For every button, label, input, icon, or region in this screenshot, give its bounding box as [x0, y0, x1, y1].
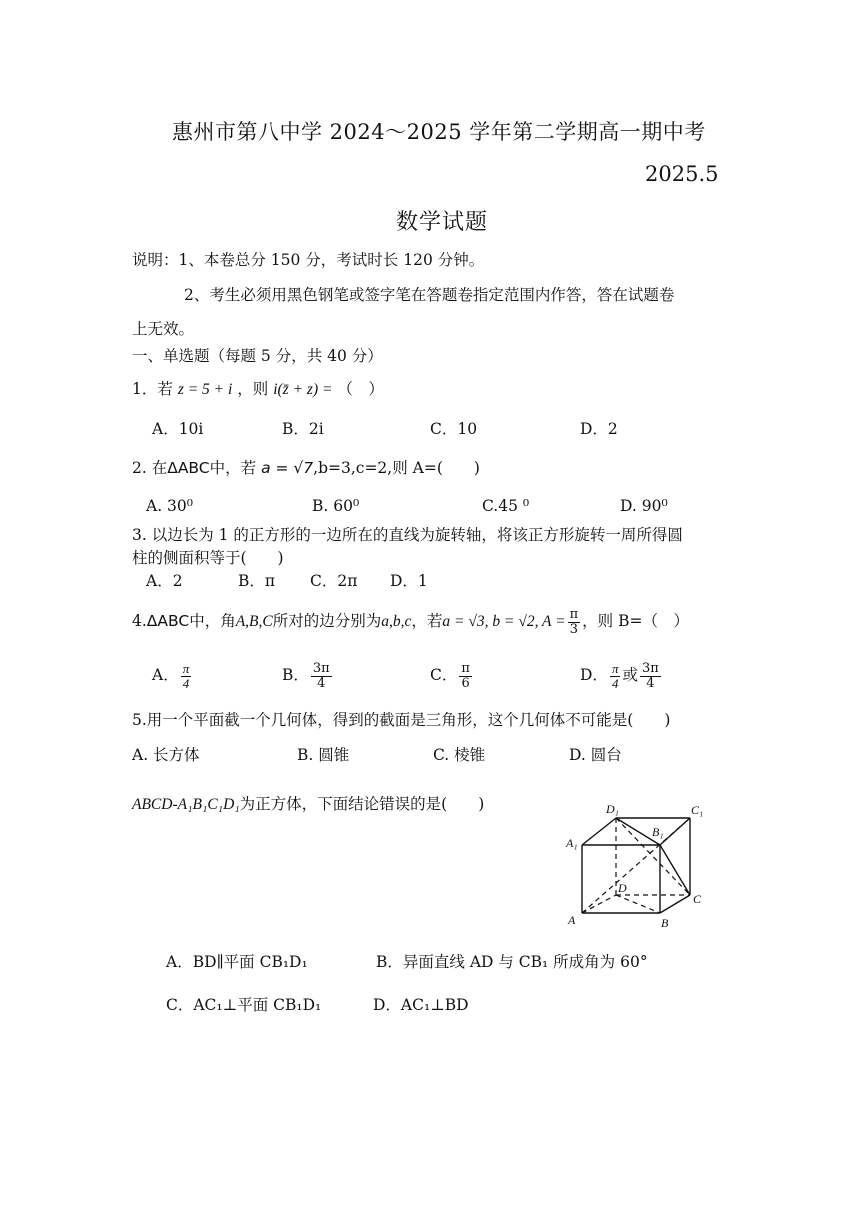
- q6-option-d: D．AC₁⊥BD: [373, 996, 469, 1014]
- q4-triangle: ΔABC: [146, 612, 190, 631]
- question-1: [132, 377, 384, 399]
- q5-option-d: D. 圆台: [569, 746, 622, 764]
- question-3-line-2: 柱的侧面积等于( ): [132, 549, 284, 567]
- q2-triangle: ΔABC: [167, 459, 210, 477]
- q5-option-c: C. 棱锥: [433, 746, 486, 764]
- label-d: D: [618, 881, 627, 895]
- q3-option-d: D．1: [390, 572, 428, 590]
- q1-option-b: B．2i: [282, 420, 324, 438]
- label-a: A: [568, 913, 576, 927]
- q4-option-a: [152, 662, 193, 690]
- q4-option-d-frac-2: [640, 662, 661, 690]
- q4-option-c-frac: [459, 662, 472, 690]
- q2-prefix: 2. 在: [132, 459, 168, 477]
- q1-option-c: C．10: [430, 420, 478, 438]
- q4-option-d-num-2: 3π: [641, 661, 659, 676]
- label-a1: A₁: [566, 836, 578, 850]
- section-heading: 一、单选题（每题 5 分，共 40 分）: [132, 347, 383, 365]
- q4-option-c-label: C．: [430, 666, 458, 685]
- diag-b1c: [660, 845, 690, 895]
- q6-option-b: B．异面直线 AD 与 CB₁ 所成角为 60°: [376, 953, 648, 971]
- q4-mid2: 所对的边分别为: [272, 612, 382, 631]
- q4-option-a-num: π: [182, 661, 190, 676]
- q4-option-d-den-1: 4: [611, 675, 619, 691]
- q6-option-a: A．BD∥平面 CB₁D₁: [166, 953, 308, 971]
- q1-z-def: z = 5 + i: [177, 381, 233, 398]
- q4-mid1: 中，角: [189, 612, 236, 631]
- q4-option-b-label: B．: [282, 666, 309, 685]
- q3-option-b: B．π: [238, 572, 276, 590]
- q4-mid3: ，若: [411, 612, 443, 631]
- label-c1: C₁: [691, 803, 704, 817]
- q4-frac-num: π: [569, 607, 579, 622]
- edge-a1d1: [582, 818, 616, 845]
- exam-subject: 数学试题: [396, 210, 489, 235]
- q4-option-c: [430, 662, 474, 690]
- q4-option-d-frac-1: [610, 662, 621, 690]
- q4-condition: a = √3, b = √2, A =: [442, 613, 566, 631]
- q2-a-eq: a = √7: [261, 459, 314, 477]
- q4-suffix: ，则 B=（ ）: [582, 612, 689, 631]
- q2-option-c: C.45 ⁰: [482, 497, 530, 515]
- q4-option-a-frac: [181, 662, 192, 690]
- q4-option-b-den: 4: [317, 675, 326, 691]
- q6-text: 为正方体，下面结论错误的是( ): [239, 795, 485, 813]
- q4-sides: a,b,c: [381, 613, 412, 631]
- q5-option-a: A. 长方体: [132, 746, 200, 764]
- label-b1: B₁: [652, 825, 664, 839]
- q1-option-a: A．10i: [152, 420, 204, 438]
- q4-option-a-den: 4: [182, 675, 190, 691]
- question-4: [132, 608, 689, 636]
- q4-option-d-or: 或: [622, 666, 638, 685]
- q4-option-b-frac: [311, 662, 332, 690]
- q4-option-d-num-1: π: [611, 661, 619, 676]
- q3-option-a: A．2: [146, 572, 183, 590]
- q4-option-d: [580, 662, 663, 690]
- question-2: [132, 456, 480, 478]
- diag-bd-hidden: [616, 895, 660, 913]
- q1-expr: i(z̄ + z) =: [273, 381, 333, 398]
- q5-option-b: B. 圆锥: [297, 746, 350, 764]
- cube-figure: [560, 800, 710, 940]
- q4-option-c-den: 6: [461, 675, 470, 691]
- q4-option-c-num: π: [461, 661, 470, 676]
- note-line-1: 说明：1、本卷总分 150 分，考试时长 120 分钟。: [132, 251, 485, 269]
- q2-option-b: B. 60⁰: [312, 497, 360, 515]
- q1-suffix: （ ）: [337, 380, 384, 398]
- q4-frac-den: 3: [569, 621, 578, 637]
- q4-option-a-label: A．: [152, 666, 179, 685]
- note-line-3: 上无效。: [132, 320, 195, 338]
- q2-option-d: D. 90⁰: [620, 497, 668, 515]
- q4-prefix: 4.: [132, 612, 147, 631]
- q2-option-a: A. 30⁰: [146, 497, 193, 515]
- question-5: 5.用一个平面截一个几何体，得到的截面是三角形，这个几何体不可能是( ): [132, 711, 671, 729]
- q1-option-d: D．2: [580, 420, 618, 438]
- edge-bc: [660, 895, 690, 913]
- q4-fraction: [568, 608, 581, 636]
- question-3-line-1: 3. 以边长为 1 的正方形的一边所在的直线为旋转轴，将该正方形旋转一周所得圆: [132, 526, 683, 544]
- q1-mid: ，则: [237, 380, 269, 398]
- question-6: [132, 792, 484, 814]
- note-line-2: 2、考生必须用黑色钢笔或签字笔在答题卷指定范围内作答，答在试题卷: [184, 286, 675, 304]
- q1-prefix: 1．若: [132, 380, 173, 398]
- q3-option-c: C．2π: [310, 572, 358, 590]
- q4-angles: A,B,C: [235, 613, 273, 631]
- q6-option-c: C．AC₁⊥平面 CB₁D₁: [166, 996, 322, 1014]
- q2-rest: ,b=3,c=2,则 A=( ): [313, 459, 480, 477]
- q4-option-d-label: D．: [580, 666, 608, 685]
- q4-option-d-den-2: 4: [646, 675, 655, 691]
- label-b: B: [661, 916, 669, 930]
- label-d1: D₁: [606, 802, 619, 816]
- q4-option-b: [282, 662, 334, 690]
- q4-option-b-num: 3π: [312, 661, 330, 676]
- label-c: C: [693, 892, 702, 906]
- exam-date: 2025.5: [645, 162, 719, 186]
- exam-title: 惠州市第八中学 2024～2025 学年第二学期高一期中考: [172, 120, 706, 144]
- q2-mid: 中，若: [209, 459, 257, 477]
- q6-solid: ABCD-A₁B₁C₁D₁: [132, 796, 240, 813]
